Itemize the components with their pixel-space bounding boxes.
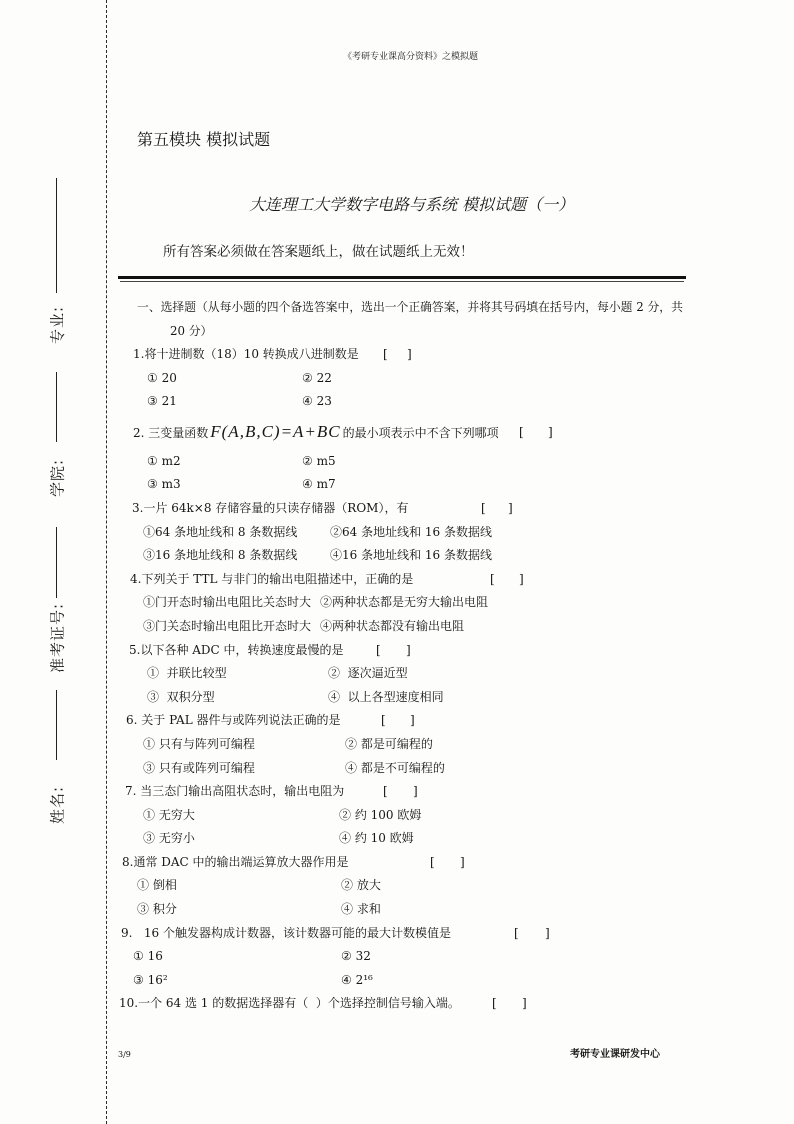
name-label: 姓名: [48, 785, 67, 825]
question-8-stem-row [0, 851, 794, 875]
option-1: ①64 条地址线和 8 条数据线 [143, 524, 298, 539]
question-stem [133, 414, 499, 451]
option-2: ② 都是可编程的 [345, 736, 433, 751]
answer-bracket-open: [ [492, 996, 497, 1011]
answer-bracket-close: ] [545, 925, 550, 940]
option-3: ③ 16² [133, 972, 168, 987]
answer-bracket-close: ] [522, 996, 527, 1011]
question-6-options-row [0, 733, 794, 757]
answer-bracket-close: ] [519, 571, 524, 586]
section-heading-cont: 20 分） [170, 324, 213, 338]
option-4: ④ 求和 [341, 902, 381, 917]
option-3: ③ 无穷小 [143, 831, 195, 846]
question-2-options-row [0, 450, 794, 474]
header-rule [118, 276, 686, 279]
header-rule-thin [120, 281, 684, 282]
option-1: ①门开态时输出电阻比关态时大 [143, 595, 312, 610]
answer-bracket-close: ] [407, 347, 412, 361]
question-stem: 3.一片 64k×8 存储容量的只读存储器（ROM），有 [132, 500, 409, 515]
question-1-options-row [0, 390, 794, 414]
question-4-stem-row [0, 568, 794, 592]
question-4-options-row [0, 591, 794, 615]
question-9-options-row [0, 945, 794, 969]
option-4: ④ 都是不可编程的 [345, 760, 445, 775]
option-4: ④ 23 [302, 394, 332, 409]
answer-bracket-open: [ [381, 713, 386, 728]
question-stem: 1.将十进制数（18）10 转换成八进制数是 [133, 347, 359, 361]
exam-title: 大连理工大学数字电路与系统 模拟试题（一） [249, 195, 575, 214]
option-4: ④ 以上各型速度相同 [328, 689, 444, 704]
answer-bracket-open: [ [383, 784, 388, 799]
answer-bracket-open: [ [490, 571, 495, 586]
question-stem: 9. 16 个触发器构成计数器，该计数器可能的最大计数模值是 [121, 925, 451, 940]
answer-bracket-open: [ [376, 642, 381, 657]
question-2-options-row [0, 473, 794, 497]
exam-id-label: 准考证号: [48, 602, 67, 674]
question-8-options-row [0, 898, 794, 922]
question-7-options-row [0, 804, 794, 828]
question-7-stem-row [0, 780, 794, 804]
college-label: 学院: [48, 458, 67, 498]
option-2: ② 32 [341, 949, 371, 964]
option-2: ②64 条地址线和 16 条数据线 [330, 524, 492, 539]
option-3: ③ 积分 [137, 902, 177, 917]
question-9-options-row [0, 969, 794, 993]
question-1-stem-row [0, 343, 794, 367]
question-stem: 10.一个 64 选 1 的数据选择器有（ ）个选择控制信号输入端。 [119, 996, 460, 1011]
answer-bracket-open: [ [481, 500, 486, 515]
major-label: 专业: [48, 305, 67, 345]
question-7-options-row [0, 827, 794, 851]
option-1: ① 20 [147, 370, 177, 385]
question-6-options-row [0, 757, 794, 781]
option-4: ④ m7 [302, 477, 336, 492]
answer-notice: 所有答案必须做在答案题纸上，做在试题纸上无效！ [163, 244, 474, 260]
module-title: 第五模块 模拟试题 [137, 130, 271, 149]
question-5-stem-row [0, 639, 794, 663]
question-3-options-row [0, 521, 794, 545]
option-2: ② 约 100 欧姆 [339, 807, 422, 822]
section-heading: 一、选择题（从每小题的四个备选答案中，选出一个正确答案，并将其号码填在括号内，每小题 2 分，共 [137, 300, 683, 314]
question-9-stem-row [0, 922, 794, 946]
answer-bracket-close: ] [410, 713, 415, 728]
option-4: ④ 约 10 欧姆 [339, 831, 414, 846]
page-number: 3/9 [118, 1050, 131, 1059]
answer-bracket-open: [ [519, 424, 524, 439]
option-1: ① 并联比较型 [147, 666, 227, 681]
major-fill-line [56, 178, 57, 293]
option-2: ② 22 [302, 370, 332, 385]
question-8-options-row [0, 874, 794, 898]
question-stem: 8.通常 DAC 中的输出端运算放大器作用是 [122, 854, 349, 869]
function-formula: F(A,B,C)=A+BC [210, 421, 341, 441]
option-3: ③ 双积分型 [147, 689, 215, 704]
question-5-options-row [0, 686, 794, 710]
question-4-options-row [0, 615, 794, 639]
option-1: ① 倒相 [137, 878, 177, 893]
answer-bracket-close: ] [460, 854, 465, 869]
question-stem: 6. 关于 PAL 器件与或阵列说法正确的是 [126, 713, 341, 728]
option-3: ③16 条地址线和 8 条数据线 [143, 548, 298, 563]
option-1: ① m2 [147, 453, 181, 468]
option-3: ③ 只有或阵列可编程 [143, 760, 255, 775]
question-10-stem-row [0, 992, 794, 1016]
answer-bracket-close: ] [413, 784, 418, 799]
option-4: ④ 2¹⁶ [341, 972, 373, 987]
answer-bracket-close: ] [406, 642, 411, 657]
answer-bracket-close: ] [508, 500, 513, 515]
option-3: ③ 21 [147, 394, 177, 409]
question-5-options-row [0, 662, 794, 686]
option-2: ② 逐次逼近型 [328, 666, 408, 681]
option-3: ③门关态时输出电阻比开态时大 [143, 618, 312, 633]
answer-bracket-open: [ [430, 854, 435, 869]
question-stem: 4.下列关于 TTL 与非门的输出电阻描述中，正确的是 [130, 571, 414, 586]
question-1-options-row [0, 367, 794, 391]
option-1: ① 无穷大 [143, 807, 195, 822]
publisher-name: 考研专业课研发中心 [570, 1049, 660, 1060]
option-2: ②两种状态都是无穷大输出电阻 [320, 595, 489, 610]
answer-bracket-close: ] [548, 424, 553, 439]
option-1: ① 16 [133, 949, 163, 964]
option-2: ② 放大 [341, 878, 381, 893]
option-4: ④16 条地址线和 16 条数据线 [330, 548, 492, 563]
question-3-options-row [0, 544, 794, 568]
question-6-stem-row [0, 709, 794, 733]
option-2: ② m5 [302, 453, 336, 468]
question-2-stem-row [0, 414, 794, 450]
option-3: ③ m3 [147, 477, 181, 492]
answer-bracket-open: [ [383, 347, 388, 361]
question-stem-before: 2. 三变量函数 [133, 425, 209, 440]
option-1: ① 只有与阵列可编程 [143, 736, 255, 751]
question-stem: 7. 当三态门输出高阻状态时，输出电阻为 [125, 784, 345, 799]
question-list [0, 343, 794, 1016]
page-header-source: 《考研专业课高分资料》之模拟题 [343, 52, 479, 62]
question-stem-after: 的最小项表示中不含下列哪项 [342, 425, 499, 440]
question-stem: 5.以下各种 ADC 中，转换速度最慢的是 [129, 642, 344, 657]
question-3-stem-row [0, 497, 794, 521]
option-4: ④两种状态都没有输出电阻 [320, 618, 465, 633]
answer-bracket-open: [ [514, 925, 519, 940]
